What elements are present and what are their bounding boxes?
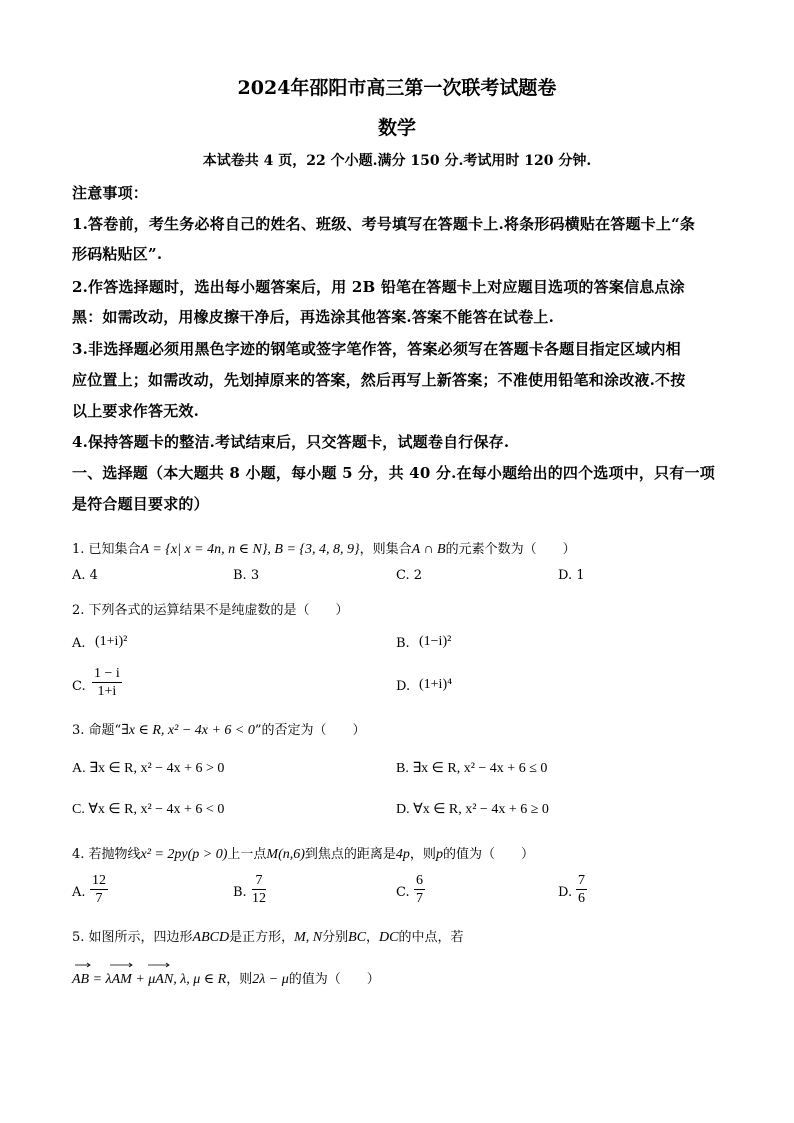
q4-option-d-fraction <box>576 872 587 907</box>
exam-title: 2024年邵阳市高三第一次联考试题卷 <box>237 77 557 99</box>
q3-suffix: ”的否定为（ ） <box>254 723 366 738</box>
q3-option-c: C. ∀x ∈ R, x² − 4x + 6 < 0 <box>72 802 225 817</box>
q4-d-numerator: 7 <box>578 873 585 888</box>
q1-post1: ，则集合 <box>359 542 412 557</box>
q1-option-d: D. 1 <box>558 568 585 583</box>
q5-mid2: 分别 <box>322 930 349 945</box>
q3-proposition: ∃x ∈ R, x² − 4x + 6 < 0 <box>121 723 255 738</box>
q5-prefix: 5. 如图所示，四边形 <box>72 930 193 945</box>
note-3-line-1: 3.非选择题必须用黑色字迹的钢笔或签字笔作答，答案必须写在答题卡各题目指定区域内相 <box>72 340 681 358</box>
q4-option-b-fraction <box>252 872 266 907</box>
q5-square: ABCD <box>192 930 230 945</box>
q5-vector-eq: AB = λAM + μAN, λ, μ ∈ R <box>72 972 227 987</box>
q1-post2: 的元素个数为（ ） <box>445 542 576 557</box>
section-heading-line-1: 一、选择题（本大题共 8 小题，每小题 5 分，共 40 分.在每小题给出的四个选项中，只有一项 <box>72 464 715 482</box>
q1-option-c: C. 2 <box>396 568 423 583</box>
q4-mid3: ，则 <box>409 847 436 862</box>
q2-option-c-label: C. <box>72 679 86 694</box>
q3-prefix: 3. 命题“ <box>72 723 122 738</box>
q2-option-b: (1−i)² <box>419 634 452 649</box>
q1-option-b: B. 3 <box>233 568 260 583</box>
q2-option-b-label: B. <box>396 636 410 651</box>
question-5-stem-line-2 <box>72 968 380 988</box>
q5-mn: M, N <box>294 930 323 945</box>
q2-c-denominator: 1+i <box>97 684 117 699</box>
q5-mid3: ， <box>366 930 380 945</box>
q5-dc: DC <box>379 930 399 945</box>
q4-prefix: 4. 若抛物线 <box>72 847 141 862</box>
q2-c-numerator: 1 − i <box>94 666 120 681</box>
note-3-line-2: 应位置上；如需改动，先划掉原来的答案，然后再写上新答案；不准使用铅笔和涂改液.不按 <box>72 371 686 389</box>
note-2-line-1: 2.作答选择题时，选出每小题答案后，用 2B 铅笔在答题卡上对应题目选项的答案信息点涂 <box>72 278 685 296</box>
question-5-stem-line-1 <box>72 926 464 946</box>
q4-b-denominator: 12 <box>252 891 266 906</box>
note-1-line-1: 1.答卷前，考生务必将自己的姓名、班级、考号填写在答题卡上.将条形码横贴在答题卡上“条 <box>72 215 696 233</box>
q4-c-numerator: 6 <box>416 873 423 888</box>
vector-arrows-icon <box>72 961 182 969</box>
q1-option-a: A. 4 <box>72 568 98 583</box>
exam-info: 本试卷共 4 页，22 个小题.满分 150 分.考试用时 120 分钟. <box>202 153 592 169</box>
q4-option-d-label: D. <box>558 885 573 900</box>
q2-option-d-label: D. <box>396 679 411 694</box>
q4-parabola: x² = 2py(p > 0) <box>140 847 228 862</box>
question-3-stem <box>72 719 366 739</box>
question-2-stem: 2. 下列各式的运算结果不是纯虚数的是（ ） <box>72 603 349 618</box>
q5-suffix: 的值为（ ） <box>288 972 380 987</box>
q2-option-c-fraction <box>92 665 122 700</box>
note-4: 4.保持答题卡的整洁.考试结束后，只交答题卡，试题卷自行保存. <box>72 433 510 451</box>
q2-option-a: (1+i)² <box>95 634 128 649</box>
q1-sets: A = {x| x = 4n, n ∈ N}, B = {3, 4, 8, 9} <box>140 542 360 557</box>
note-2-line-2: 黑：如需改动，用橡皮擦干净后，再选涂其他答案.答案不能答在试卷上. <box>72 308 555 326</box>
q4-a-denominator: 7 <box>95 891 103 906</box>
q4-mid1: 上一点 <box>227 847 267 862</box>
q4-option-a-fraction <box>90 872 108 907</box>
q3-option-d: D. ∀x ∈ R, x² − 4x + 6 ≥ 0 <box>396 802 549 817</box>
note-3-line-3: 以上要求作答无效. <box>72 402 200 420</box>
q5-mid: 是正方形， <box>229 930 295 945</box>
q4-distance: 4p <box>395 847 410 862</box>
q3-option-a: A. ∃x ∈ R, x² − 4x + 6 > 0 <box>72 761 225 776</box>
question-4-stem <box>72 843 534 863</box>
q2-option-a-label: A. <box>72 636 86 651</box>
notes-heading: 注意事项： <box>72 184 149 202</box>
q4-option-c-label: C. <box>396 885 410 900</box>
q4-option-b-label: B. <box>233 885 247 900</box>
q3-option-b: B. ∃x ∈ R, x² − 4x + 6 ≤ 0 <box>396 761 548 776</box>
q4-c-denominator: 7 <box>416 891 423 906</box>
note-1-line-2: 形码粘贴区”. <box>72 245 163 263</box>
q5-bc: BC <box>348 930 367 945</box>
q4-point: M(n,6) <box>266 847 305 862</box>
q5-mid4: ，则 <box>226 972 253 987</box>
q1-prefix: 1. 已知集合 <box>72 542 141 557</box>
q4-option-c-fraction <box>414 872 425 907</box>
question-1-stem <box>72 538 576 558</box>
q4-p: p <box>435 847 443 862</box>
q5-expr: 2λ − μ <box>252 972 289 987</box>
q1-intersection: A ∩ B <box>411 542 446 557</box>
q5-post: 的中点，若 <box>398 930 464 945</box>
q4-b-numerator: 7 <box>252 872 266 890</box>
q4-a-numerator: 12 <box>92 873 106 888</box>
q4-option-a-label: A. <box>72 885 86 900</box>
q4-suffix: 的值为（ ） <box>442 847 534 862</box>
q4-mid2: 到焦点的距离是 <box>304 847 396 862</box>
q2-option-d: (1+i)⁴ <box>419 677 452 692</box>
section-heading-line-2: 是符合题目要求的） <box>72 495 209 513</box>
subject-title: 数学 <box>377 117 416 139</box>
q4-d-denominator: 6 <box>578 891 585 906</box>
